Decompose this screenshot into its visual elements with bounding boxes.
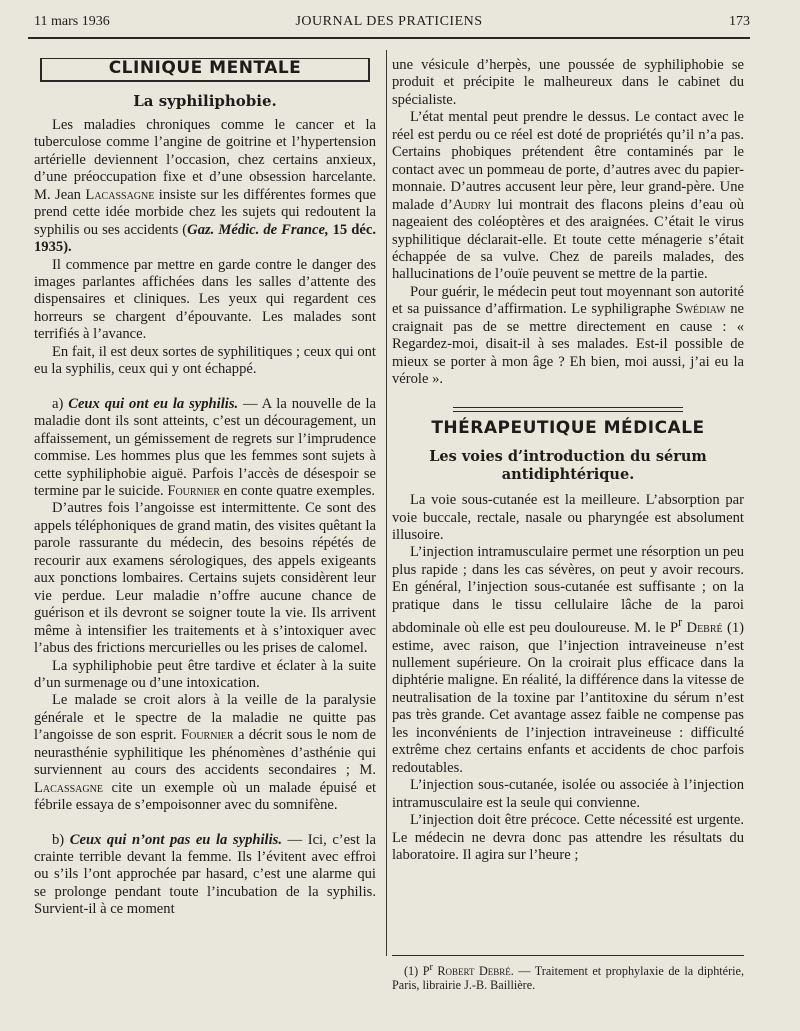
author-name: Fournier xyxy=(181,727,234,744)
paragraph: L’état mental peut prendre le dessus. Le contact avec le réel est perdu ou ce réel est doté de propriétés qu’il n’a pas. Certains phobiques prétendent être contaminés par le contact avec un pommeau de porte, d’autres avec du papier-monnaie. D’autres accusent leur père, leur grand-père. Une malade d’Audry lui montrait des flacons pleins d’eau où nageaient des coléoptères et des araignées. C’était le virus syphilitique déclarait-elle. Et toute cette ménagerie s’était échappée de sa vulve. Chez de pareils malades, des hallucinations de l’ouïe peuvent se mettre de la partie. xyxy=(392,109,744,283)
column-divider xyxy=(386,50,387,956)
right-column xyxy=(392,57,744,864)
left-column xyxy=(34,58,376,919)
page-number: 173 xyxy=(729,14,750,29)
running-head xyxy=(28,14,750,34)
footnote-author: Robert Debré. xyxy=(432,964,514,979)
paragraph-subsection-b: b) Ceux qui n’ont pas eu la syphilis. — Ici, c’est la crainte terrible devant la femme. Ils l’évitent avec effroi ou s’ils l’ont approchée par hasard, c’est une alarme qui se prolonge pendant toute l’incubation de la syphilis. Survient-il à ce moment xyxy=(34,831,376,918)
author-name: Lacassagne xyxy=(34,779,103,796)
journal-title: JOURNAL DES PRATICIENS xyxy=(295,14,483,29)
paragraph: Il commence par mettre en garde contre le danger des images parlantes affichées dans les salles d’attente des dispensaires et cliniques. Les yeux qui regardent ces horreurs se chargent d’épouvante. Les malades sont terrifiés à l’avance. xyxy=(34,256,376,343)
paragraph: D’autres fois l’angoisse est intermittente. Ce sont des appels téléphoniques de grand matin, des visites quêtant la parole rassurante du médecin, des besoins répétés de recourir aux examens sérologiques, des appels exigeants aux ponctions lombaires. Certains sujets considèrent leur vie perdue. Leur maladie n’offre aucune chance de guérison et ils devront se soigner toute la vie. Ils arrivent même à intensifier les traitements et à s’intoxiquer avec l’abus des frictions mercurielles ou les prises de calomel. xyxy=(34,500,376,657)
issue-date: 11 mars 1936 xyxy=(34,14,110,29)
author-name: Swédiaw xyxy=(675,301,726,318)
author-name: Debré xyxy=(682,620,723,637)
section-title-clinique-mentale: CLINIQUE MENTALE xyxy=(108,58,302,78)
paragraph-subsection-a: a) Ceux qui ont eu la syphilis. — A la nouvelle de la maladie dont ils sont atteints, c’est un découragement, un affaissement, un gémissement de regrets sur l’imprudence commise. Les hommes plus que les femmes sont sujets à cette syphiliphobie aiguë. Parfois l’accès de désespoir se termine par le suicide. Fournier en conte quatre exemples. xyxy=(34,395,376,499)
paragraph: En fait, il est deux sortes de syphilitiques ; ceux qui ont eu la syphilis, ceux qui y ont échappé. xyxy=(34,343,376,378)
section-separator xyxy=(453,407,683,412)
section-box-clinique xyxy=(40,58,370,82)
reference: Gaz. Médic. de France, xyxy=(187,221,329,238)
footnote: (1) $P^r$ Robert Debré. — Traitement et prophylaxie de la diphtérie, Paris, librairie J.-B. Baillière. xyxy=(392,962,744,993)
author-name: Lacassagne xyxy=(85,186,155,203)
paragraph: L’injection sous-cutanée, isolée ou associée à l’injection intramusculaire est la seule qui convienne. xyxy=(392,777,744,811)
section-title-therapeutique: THÉRAPEUTIQUE MÉDICALE xyxy=(431,417,705,438)
article-title-serum: Les voies d’introduction du sérum antidiphtérique. xyxy=(429,448,707,484)
paragraph: L’injection intramusculaire permet une résorption un peu plus rapide ; dans les cas sévères, on peut y avoir recours. En général, l’injection sous-cutanée est suffisante ; on la pratique dans le tissu cellulaire lâche de la paroi abdominale où elle est peu douloureuse. M. le $P^r$ Debré (1) estime, avec raison, que l’injection intraveineuse n’est nullement supérieure. On la croirait plus efficace dans la diphtérie maligne. En réalité, la différence dans la vitesse de neutralisation de la toxine par l’antitoxine du sérum n’est pas très grande. Cet avantage assez faible ne compense pas les inconvénients de l’injection intraveineuse : difficulté extrême chez certains enfants et accidents de choc parfois redoutables. xyxy=(392,544,744,776)
paragraph: La syphiliphobie peut être tardive et éclater à la suite d’un surmenage ou d’une intoxication. xyxy=(34,657,376,691)
author-name: Fournier xyxy=(167,482,220,499)
subsection-heading: Ceux qui ont eu la syphilis. xyxy=(68,395,239,412)
paragraph: Les maladies chroniques comme le cancer et la tuberculose comme l’angine de goitrine et l’hypertension artérielle deviennent l’occasion, chez certains anxieux, d’une préoccupation fixe et d’une obsession harcelante. M. Jean Lacassagne insiste sur les différentes formes que prend cette idée morbide chez les sujets qui redoutent la syphilis ou ses accidents (Gaz. Médic. de France, 15 déc. 1935). xyxy=(34,116,376,256)
paragraph: une vésicule d’herpès, une poussée de syphiliphobie se produit et précipite le malheureux dans le cabinet du spécialiste. xyxy=(392,57,744,108)
subsection-heading: Ceux qui n’ont pas eu la syphilis. xyxy=(69,831,282,848)
article-title-syphiliphobie: La syphiliphobie. xyxy=(133,92,277,111)
paragraph: L’injection doit être précoce. Cette nécessité est urgente. Le médecin ne devra donc pas attendre les résultats du laboratoire. Il agira sur l’heure ; xyxy=(392,812,744,863)
author-name: Audry xyxy=(452,196,492,213)
paragraph: Le malade se croit alors à la veille de la paralysie générale et le spectre de la maladie ne quitte pas l’angoisse de son esprit. Fournier a décrit sous le nom de neurasthénie syphilitique les phénomènes d’asthénie qui surviennent au cours des accidents secondaires ; M. Lacassagne cite un exemple où un malade épuisé et fébrile essaya de s’empoisonner avec du somnifène. xyxy=(34,692,377,814)
paragraph: La voie sous-cutanée est la meilleure. L’absorption par voie buccale, rectale, nasale ou pharyngée est absolument illusoire. xyxy=(392,492,744,543)
paragraph: Pour guérir, le médecin peut tout moyennant son autorité et sa puissance d’affirmation. Le syphiligraphe Swédiaw ne craignait pas de se mettre directement en cause : « Regardez-moi, disait-il à ses malades. Est-il possible de mieux se porter à mon âge ? Eh bien, moi aussi, j’ai eu la vérole ». xyxy=(392,283,744,388)
header-rule xyxy=(28,37,750,39)
footnote-rule xyxy=(392,955,744,956)
